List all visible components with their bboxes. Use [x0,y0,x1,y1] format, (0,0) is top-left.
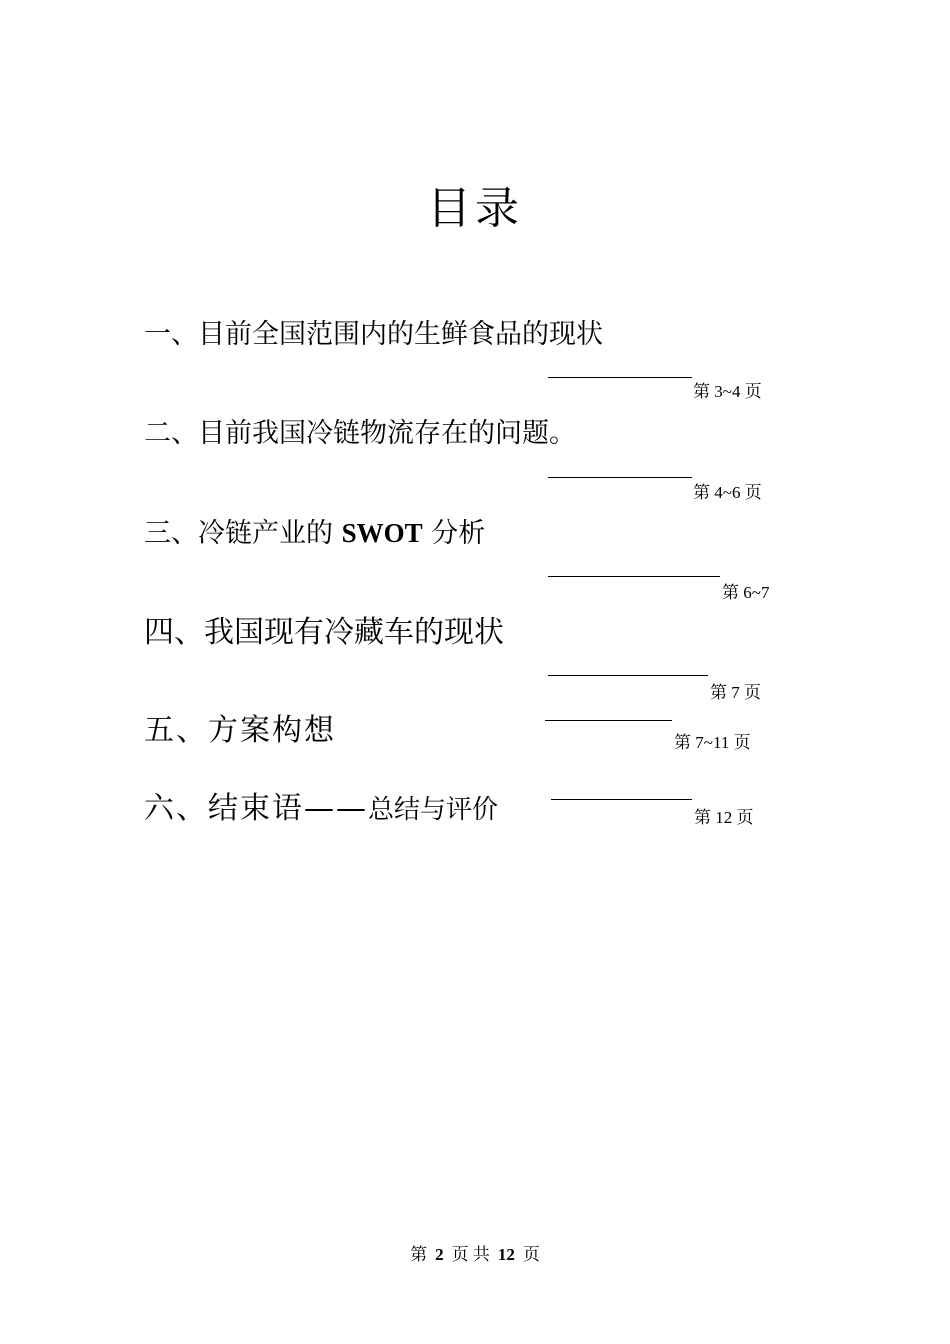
toc-page-6: 第 12 页 [694,808,754,827]
toc-page-3: 第 6~7 [722,583,770,602]
toc-entry-6-main: 六、结束语—— [144,791,368,826]
toc-entry-3-prefix: 三、冷链产业的 [144,518,342,549]
toc-entry-5: 五、方案构想 [144,713,336,748]
toc-leader-4 [548,675,708,676]
toc-page-1: 第 3~4 页 [693,382,762,401]
toc-entry-6 [144,783,498,827]
footer-total-pages: 12 [497,1245,515,1264]
toc-leader-1 [548,377,692,378]
toc-entry-4: 四、我国现有冷藏车的现状 [144,615,504,650]
footer-mid: 页 共 [451,1245,490,1264]
toc-entry-3 [144,511,485,550]
toc-entry-2: 二、目前我国冷链物流存在的问题。 [144,418,576,449]
page-footer [0,1240,950,1265]
toc-leader-3 [548,576,720,577]
toc-page-2: 第 4~6 页 [693,483,762,502]
toc-entry-3-swot: SWOT [341,518,423,548]
footer-current-page: 2 [435,1245,444,1264]
toc-page-5: 第 7~11 页 [674,733,751,752]
toc-entry-3-suffix: 分析 [422,518,486,549]
toc-page-4: 第 7 页 [710,683,761,702]
toc-leader-6 [551,799,692,800]
toc-leader-5 [545,720,672,721]
toc-entry-1: 一、目前全国范围内的生鲜食品的现状 [144,319,603,350]
footer-post: 页 [522,1245,540,1264]
page-title: 目录 [427,183,523,234]
footer-pre: 第 [410,1245,428,1264]
toc-entry-6-sub: 总结与评价 [368,795,499,825]
toc-leader-2 [548,477,692,478]
